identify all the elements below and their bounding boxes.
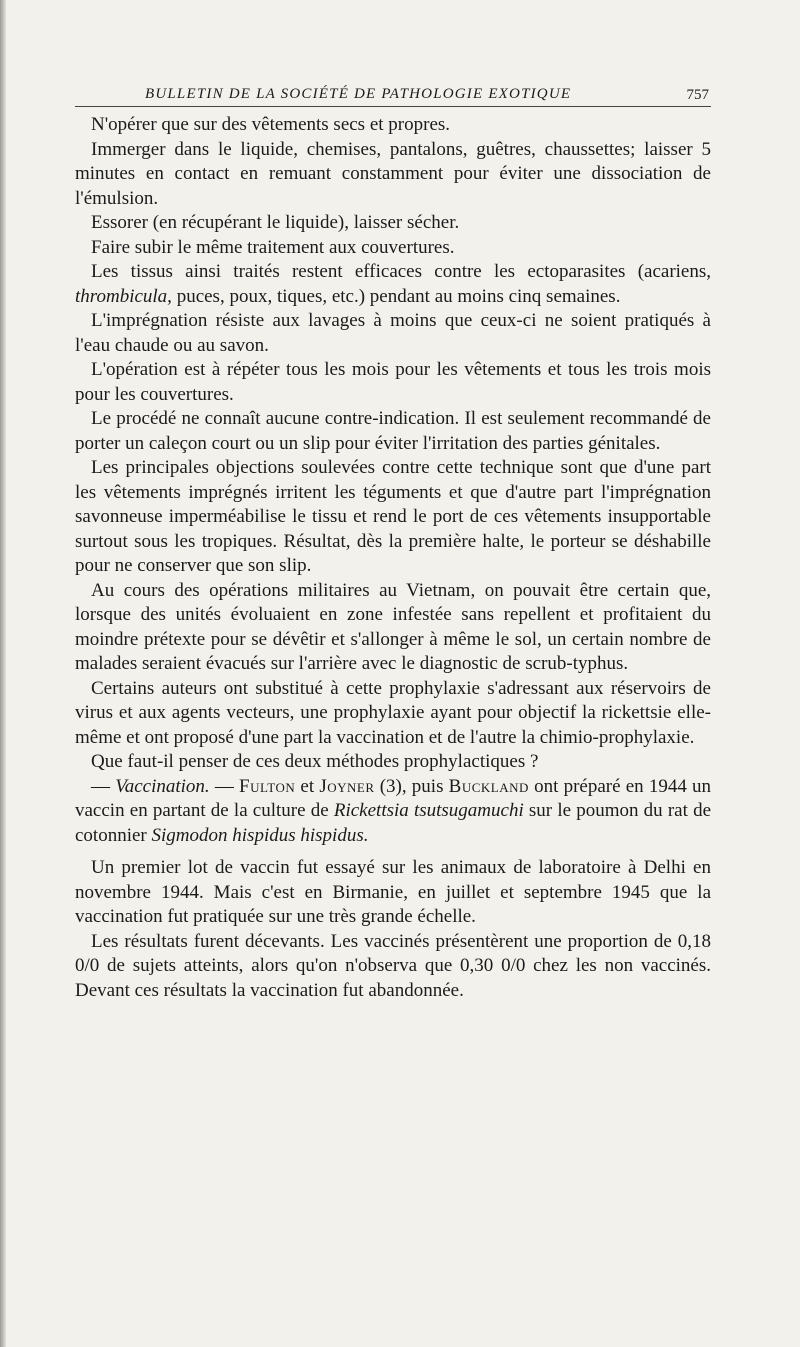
text-run: (3), puis [374,775,449,797]
author-name: Fulton [239,775,296,797]
paragraph: Le procédé ne connaît aucune contre-indication. Il est seulement recommandé de porter un caleçon court ou un slip pour éviter l'irritation des parties génitales. [75,408,711,454]
text-run: et [295,775,320,797]
text-run: ont préparé en 1944 un vaccin en partant de la culture de [75,775,712,821]
paragraph: L'imprégnation résiste aux lavages à moins que ceux-ci ne soient pratiqués à l'eau chaude ou au savon. [75,310,711,356]
running-head [75,80,711,107]
paragraph: Les résultats furent décevants. Les vaccinés présentèrent une proportion de 0,18 0/0 de sujets atteints, alors qu'on n'observa que 0,30 0/0 chez les non vaccinés. Devant ces résultats la vaccination fut abandonnée. [75,930,711,1001]
scan-edge [0,0,6,1347]
body-text [75,113,711,1003]
author-name: Joyner [319,775,375,797]
section-heading: Vaccination. [115,775,210,797]
paragraph: Essorer (en récupérant le liquide), laisser sécher. [91,212,460,233]
paragraph: Que faut-il penser de ces deux méthodes prophylactiques ? [91,751,539,772]
page [75,80,711,1003]
text-run: puces, poux, tiques, etc.) pendant au moins cinq semaines. [171,285,621,307]
paragraph: Certains auteurs ont substitué à cette prophylaxie s'adressant aux réservoirs de virus et aux agents vecteurs, une prophylaxie ayant pour objectif la rickettsie elle-même et ont proposé d'une part la vaccination et de l'autre la chimio-prophylaxie. [75,677,711,748]
paragraph: Un premier lot de vaccin fut essayé sur les animaux de laboratoire à Delhi en novembre 1944. Mais c'est en Birmanie, en juillet et septembre 1945 que la vaccination fut pratiquée sur une très grande échelle. [75,857,711,927]
page-number: 757 [686,87,709,103]
species-name: Sigmodon hispidus hispidus. [151,824,369,846]
species-name: thrombicula, [75,285,172,307]
paragraph: Les principales objections soulevées contre cette technique sont que d'une part les vêtements imprégnés irritent les téguments et que d'autre part l'imprégnation savonneuse imperméabilise le tissu et rend le port de ces vêtements insupportable surtout sous les tropiques. Résultat, dès la première halte, le porteur se déshabille pour ne conserver que son slip. [75,457,711,576]
text-run: — [209,775,240,797]
text-run: — [91,775,116,797]
text-run: Les tissus ainsi traités restent efficaces contre les ectoparasites (acariens, [91,261,711,282]
author-name: Buckland [448,775,529,797]
paragraph-vaccination [75,775,711,849]
paragraph-gap [75,848,711,856]
paragraph: Immerger dans le liquide, chemises, pantalons, guêtres, chaussettes; laisser 5 minutes en contact en remuant constamment pour éviter une dissociation de l'émulsion. [75,138,711,209]
paragraph: Faire subir le même traitement aux couvertures. [91,236,455,258]
species-name: Rickettsia tsutsugamuchi [333,800,524,821]
paragraph: Au cours des opérations militaires au Vietnam, on pouvait être certain que, lorsque des unités évoluaient en zone infestée sans repellent et profitaient du moindre prétexte pour se dévêtir et s'allonger à même le sol, un certain nombre de malades seraient évacués sur l'arrière avec le diagnostic de scrub-typhus. [75,579,711,674]
text-run: sur le poumon du rat de cotonnier [75,800,711,846]
paragraph: N'opérer que sur des vêtements secs et propres. [91,114,451,135]
paragraph: L'opération est à répéter tous les mois pour les vêtements et tous les trois mois pour les couvertures. [75,359,711,405]
paragraph-tissus [75,260,711,309]
running-title: BULLETIN DE LA SOCIÉTÉ DE PATHOLOGIE EXOTIQUE [145,86,572,102]
